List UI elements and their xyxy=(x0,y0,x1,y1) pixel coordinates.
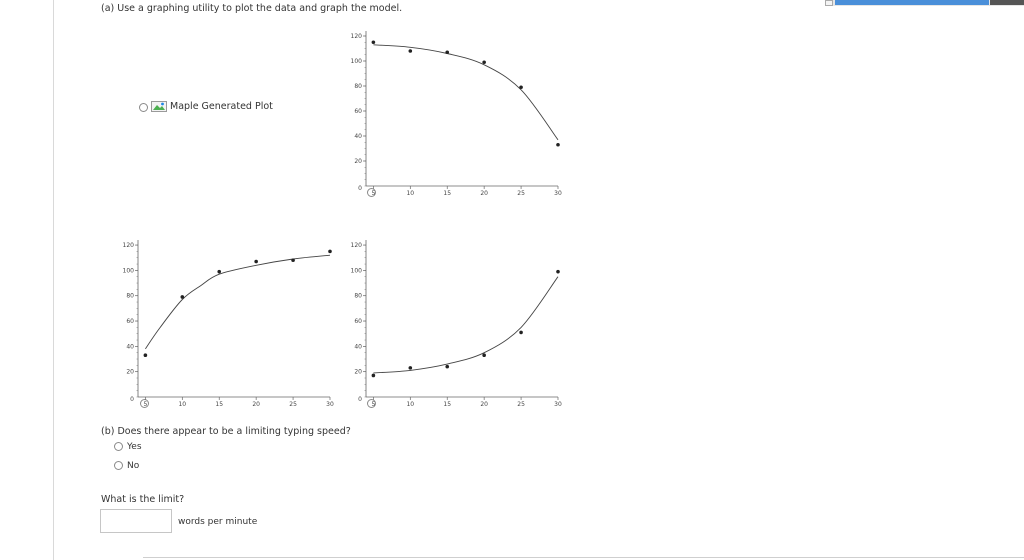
y-tick-label: 100 xyxy=(122,267,134,275)
data-point xyxy=(328,250,332,254)
plot-c xyxy=(350,240,566,408)
data-point xyxy=(254,260,258,264)
x-tick-label: 20 xyxy=(480,190,488,197)
plot-b xyxy=(122,240,338,408)
data-point xyxy=(445,50,449,54)
y-tick-label: 20 xyxy=(354,158,362,165)
data-point xyxy=(372,40,376,44)
model-curve xyxy=(373,277,558,373)
scroll-thumb[interactable] xyxy=(835,0,989,5)
x-tick-label: 15 xyxy=(215,401,224,408)
x-tick-label: 25 xyxy=(517,190,525,197)
x-tick-label: 5 xyxy=(371,190,376,197)
option-label-yes: Yes xyxy=(127,442,142,452)
x-tick-label: 10 xyxy=(406,401,415,408)
part-a-prompt: (a) Use a graphing utility to plot the data and graph the model. xyxy=(101,3,403,14)
y-tick-label: 20 xyxy=(354,368,362,376)
y-tick-label: 120 xyxy=(350,242,362,250)
limit-units-label: words per minute xyxy=(178,517,258,527)
data-point xyxy=(482,353,486,357)
x-tick-label: 15 xyxy=(443,401,452,408)
option-radio-maple[interactable] xyxy=(139,103,148,112)
plot-a xyxy=(350,31,566,197)
data-point xyxy=(556,143,560,147)
y-tick-label: 80 xyxy=(126,292,134,300)
y-tick-label: 120 xyxy=(122,242,134,250)
data-point xyxy=(519,331,523,335)
data-point xyxy=(409,49,413,53)
x-tick-label: 5 xyxy=(371,401,376,408)
data-point xyxy=(291,258,295,262)
data-point xyxy=(519,85,523,89)
data-point xyxy=(217,270,221,274)
y-tick-label: 80 xyxy=(354,83,362,90)
option-label-no: No xyxy=(127,461,140,471)
scroll-arrow-icon[interactable] xyxy=(825,0,833,6)
x-tick-label: 30 xyxy=(326,401,334,408)
y-tick-label: 60 xyxy=(354,318,362,326)
x-tick-label: 20 xyxy=(480,401,488,408)
origin-label: 0 xyxy=(358,396,362,403)
page-left-border xyxy=(53,0,54,560)
x-tick-label: 25 xyxy=(517,401,525,408)
origin-label: 0 xyxy=(358,185,362,192)
y-tick-label: 20 xyxy=(126,368,134,376)
x-tick-label: 25 xyxy=(289,401,297,408)
scroll-end xyxy=(990,0,1024,5)
y-tick-label: 100 xyxy=(350,267,362,275)
option-radio-yes[interactable] xyxy=(114,442,123,451)
limit-answer-input[interactable] xyxy=(100,509,172,533)
part-b-prompt: (b) Does there appear to be a limiting typing speed? xyxy=(101,426,351,437)
y-tick-label: 60 xyxy=(126,318,134,326)
model-curve xyxy=(373,45,558,140)
y-tick-label: 40 xyxy=(354,343,362,351)
data-point xyxy=(556,270,560,274)
y-tick-label: 60 xyxy=(354,108,362,115)
y-tick-label: 100 xyxy=(350,58,362,65)
x-tick-label: 30 xyxy=(554,401,562,408)
y-tick-label: 40 xyxy=(126,343,134,351)
broken-image-icon xyxy=(151,101,167,112)
y-tick-label: 40 xyxy=(354,133,362,140)
limit-question: What is the limit? xyxy=(101,494,185,505)
origin-label: 0 xyxy=(130,396,134,403)
model-curve xyxy=(145,255,330,349)
data-point xyxy=(144,353,148,357)
maple-plot-placeholder xyxy=(151,101,273,112)
data-point xyxy=(181,295,185,299)
x-tick-label: 15 xyxy=(443,190,452,197)
option-radio-no[interactable] xyxy=(114,461,123,470)
maple-plot-label: Maple Generated Plot xyxy=(170,101,273,112)
data-point xyxy=(482,60,486,64)
data-point xyxy=(445,365,449,369)
x-tick-label: 10 xyxy=(178,401,187,408)
y-tick-label: 80 xyxy=(354,292,362,300)
data-point xyxy=(409,366,413,370)
y-tick-label: 120 xyxy=(350,33,362,40)
data-point xyxy=(372,374,376,378)
page-bottom-divider xyxy=(143,557,1024,558)
x-tick-label: 30 xyxy=(554,190,562,197)
x-tick-label: 20 xyxy=(252,401,260,408)
top-scroll-control[interactable] xyxy=(825,0,1024,6)
x-tick-label: 5 xyxy=(143,401,148,408)
x-tick-label: 10 xyxy=(406,190,415,197)
